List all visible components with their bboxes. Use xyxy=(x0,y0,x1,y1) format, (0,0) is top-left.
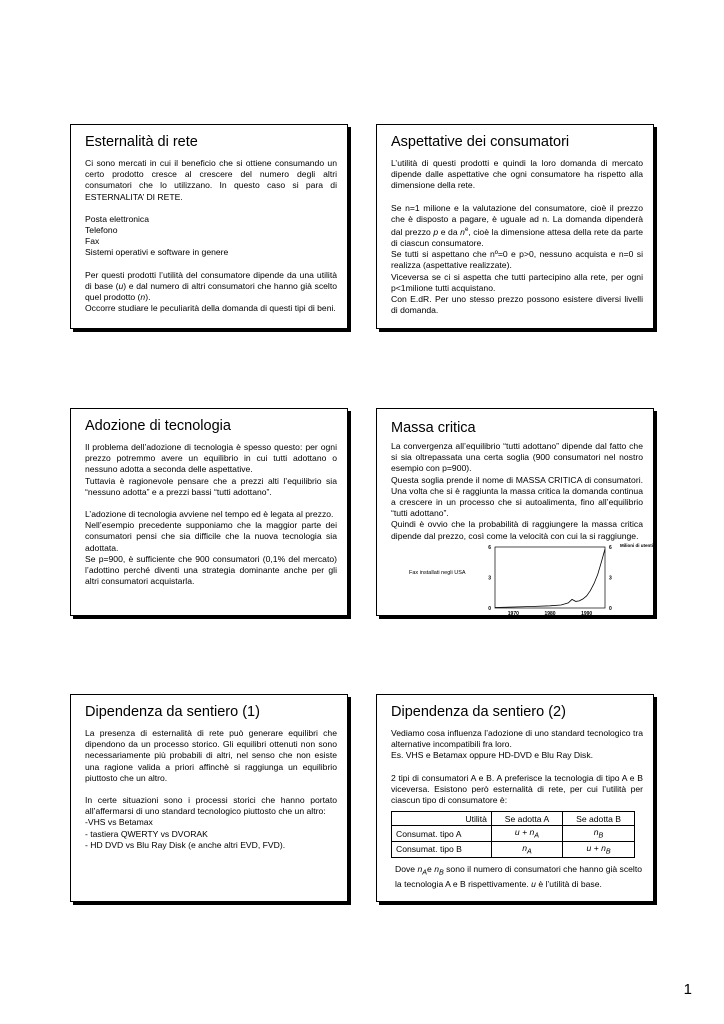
paragraph: La convergenza all’equilibrio “tutti adottano” dipende dal fatto che si sia oltrepassata una certa soglia (900 consumatori nel nostro esempio con p=900). xyxy=(391,441,643,474)
paragraph: Es. VHS e Betamax oppure HD-DVD e Blu Ray Disk. xyxy=(391,750,594,761)
paragraph: Tuttavia è ragionevole pensare che a prezzi alti l’equilibrio sia “nessuno adotta” e a prezzi bassi “tutti adottano”. xyxy=(85,475,337,497)
table-cell: $u + n_B$ xyxy=(563,841,635,857)
paragraph: Se tutti si aspettano che nº=0 e p>0, nessuno acquista e n=0 si realizza (aspettative realizzate). xyxy=(391,249,643,271)
paragraph: Se p=900, è sufficiente che 900 consumatori (0,1% del mercato) l’adottino perché diventi una strategia dominante anche per gli altri consumatori acquistarla. xyxy=(85,553,337,587)
paragraph: Con E.dR. Per uno stesso prezzo possono esistere diversi livelli di domanda. xyxy=(391,294,643,316)
list-item: Sistemi operativi e software in genere xyxy=(85,247,229,258)
slide-massa-critica xyxy=(376,408,654,616)
list-item: Telefono xyxy=(85,225,118,236)
unit-label: Milioni di utenti xyxy=(620,542,653,548)
slide-title: Aspettative dei consumatori xyxy=(391,134,570,150)
series-label: Fax installati negli USA xyxy=(409,569,466,576)
table-cell: $n_B$ xyxy=(563,826,635,842)
paragraph: Questa soglia prende il nome di MASSA CRITICA di consumatori. Una volta che si è raggiunta la massa critica la domanda continua a crescere in un processo che si autoalimenta, fino all’equilibrio “tutti adottano”. xyxy=(391,474,643,519)
table-row xyxy=(392,812,635,826)
list-item: Posta elettronica xyxy=(85,213,150,224)
y-tick-label-left: 0 xyxy=(488,605,491,612)
page-number: 1 xyxy=(683,981,692,998)
table-row xyxy=(392,826,635,842)
fax-series-line xyxy=(495,549,605,608)
plot-frame xyxy=(495,547,605,608)
fax-chart xyxy=(391,542,653,617)
table-header: Se adotta B xyxy=(563,812,635,826)
paragraph: L’adozione di tecnologia avviene nel tempo ed è legata al prezzo. xyxy=(85,509,334,520)
list-item: Fax xyxy=(85,236,100,247)
table-note: Dove $n_Ae$ $n_B$ sono il numero di consumatori che hanno già scelto la tecnologia A e B rispettivamente. u è l’utilità di base. xyxy=(395,863,642,889)
utility-table xyxy=(391,811,635,857)
paragraph: Vediamo cosa influenza l’adozione di uno standard tecnologico tra alternative incompatibili fra loro. xyxy=(391,728,643,750)
y-tick-label-right: 6 xyxy=(609,544,612,551)
slide-title: Dipendenza da sentiero (1) xyxy=(85,704,260,720)
paragraph: Quindi è ovvio che la probabilità di raggiungere la massa critica dipende dal prezzo, così come la velocità con cui la si raggiunge. xyxy=(391,519,643,541)
paragraph: Occorre studiare le peculiarità della domanda di questi tipi di beni. xyxy=(85,303,336,314)
slide-title: Massa critica xyxy=(391,420,476,436)
paragraph: Se n=1 milione e la valutazione del consumatore, cioè il prezzo che è disposto a pagare, è uguale ad n. La domanda dipenderà dal prezzo p e da $n^e$, cioè la dimensione attesa della rete da parte di ciascun consumatore. xyxy=(391,202,643,249)
table-row xyxy=(392,841,635,857)
y-tick-label-left: 6 xyxy=(488,544,491,551)
paragraph: Nell’esempio precedente supponiamo che la maggior parte dei consumatori pensi che sia difficile che la nuova tecnologia sia adottata. xyxy=(85,520,337,553)
x-tick-label: 1970 xyxy=(507,610,519,617)
paragraph: Viceversa se ci si aspetta che tutti partecipino alla rete, per ogni p<1milione tutti acquistano. xyxy=(391,271,643,293)
paragraph: In certe situazioni sono i processi storici che hanno portato all’affermarsi di uno standard tecnologico piuttosto che un altro: xyxy=(85,795,337,817)
list-item: - HD DVD vs Blu Ray Disk (e anche altri EVD, FVD). xyxy=(85,839,286,850)
slide-title: Adozione di tecnologia xyxy=(85,418,231,434)
table-header: Se adotta A xyxy=(491,812,562,826)
slide-dipendenza-2 xyxy=(376,694,654,902)
table-cell: Consumat. tipo B xyxy=(392,841,492,857)
paragraph: Ci sono mercati in cui il beneficio che si ottiene consumando un certo prodotto cresce al crescere del numero degli altri consumatori che lo utilizzano. In questo caso si para di ESTERNALITA’ DI RETE. xyxy=(85,158,337,202)
paragraph: Per questi prodotti l’utilità del consumatore dipende da una utilità di base (u) e dal numero di altri consumatori che hanno già scelto quel prodotto (n). xyxy=(85,269,337,303)
fax-chart-svg xyxy=(391,542,653,617)
slide-dipendenza-1 xyxy=(70,694,348,902)
table-cell: $n_A$ xyxy=(491,841,562,857)
y-tick-label-right: 0 xyxy=(609,605,612,612)
table-cell: Consumat. tipo A xyxy=(392,826,492,842)
paragraph: L’utilità di questi prodotti e quindi la loro domanda di mercato dipende dalle aspettative che ogni consumatore ha rispetto alla dimensione della rete. xyxy=(391,158,643,191)
slide-aspettative xyxy=(376,124,654,329)
y-tick-label-left: 3 xyxy=(488,575,491,582)
paragraph: La presenza di esternalità di rete può generare equilibri che dipendono da un processo storico. Gli equilibri ottenuti non sono necessariamente più probabili di altri, nel senso che non esiste una ragione valida a priori affinchè si raggiunga un equilibrio piuttosto che un altro. xyxy=(85,728,337,783)
slide-esternalita xyxy=(70,124,348,329)
x-tick-label: 1990 xyxy=(581,610,593,617)
y-tick-label-right: 3 xyxy=(609,575,612,582)
table-cell: $u + n_A$ xyxy=(491,826,562,842)
slide-title: Dipendenza da sentiero (2) xyxy=(391,704,566,720)
slide-title: Esternalità di rete xyxy=(85,134,198,150)
list-item: - tastiera QWERTY vs DVORAK xyxy=(85,828,208,839)
table-header: Utilità xyxy=(392,812,492,826)
list-item: -VHS vs Betamax xyxy=(85,817,153,828)
x-tick-label: 1980 xyxy=(544,610,556,617)
paragraph: Il problema dell’adozione di tecnologia è spesso questo: per ogni prezzo potremmo avere un equilibrio in cui tutti adottano o nessuno adotta a seconda delle aspettative. xyxy=(85,442,337,475)
slide-adozione xyxy=(70,408,348,616)
paragraph: 2 tipi di consumatori A e B. A preferisce la tecnologia di tipo A e B viceversa. Esistono però esternalità di rete, per cui l’utilità per ciascun tipo di consumatore è: xyxy=(391,772,643,806)
